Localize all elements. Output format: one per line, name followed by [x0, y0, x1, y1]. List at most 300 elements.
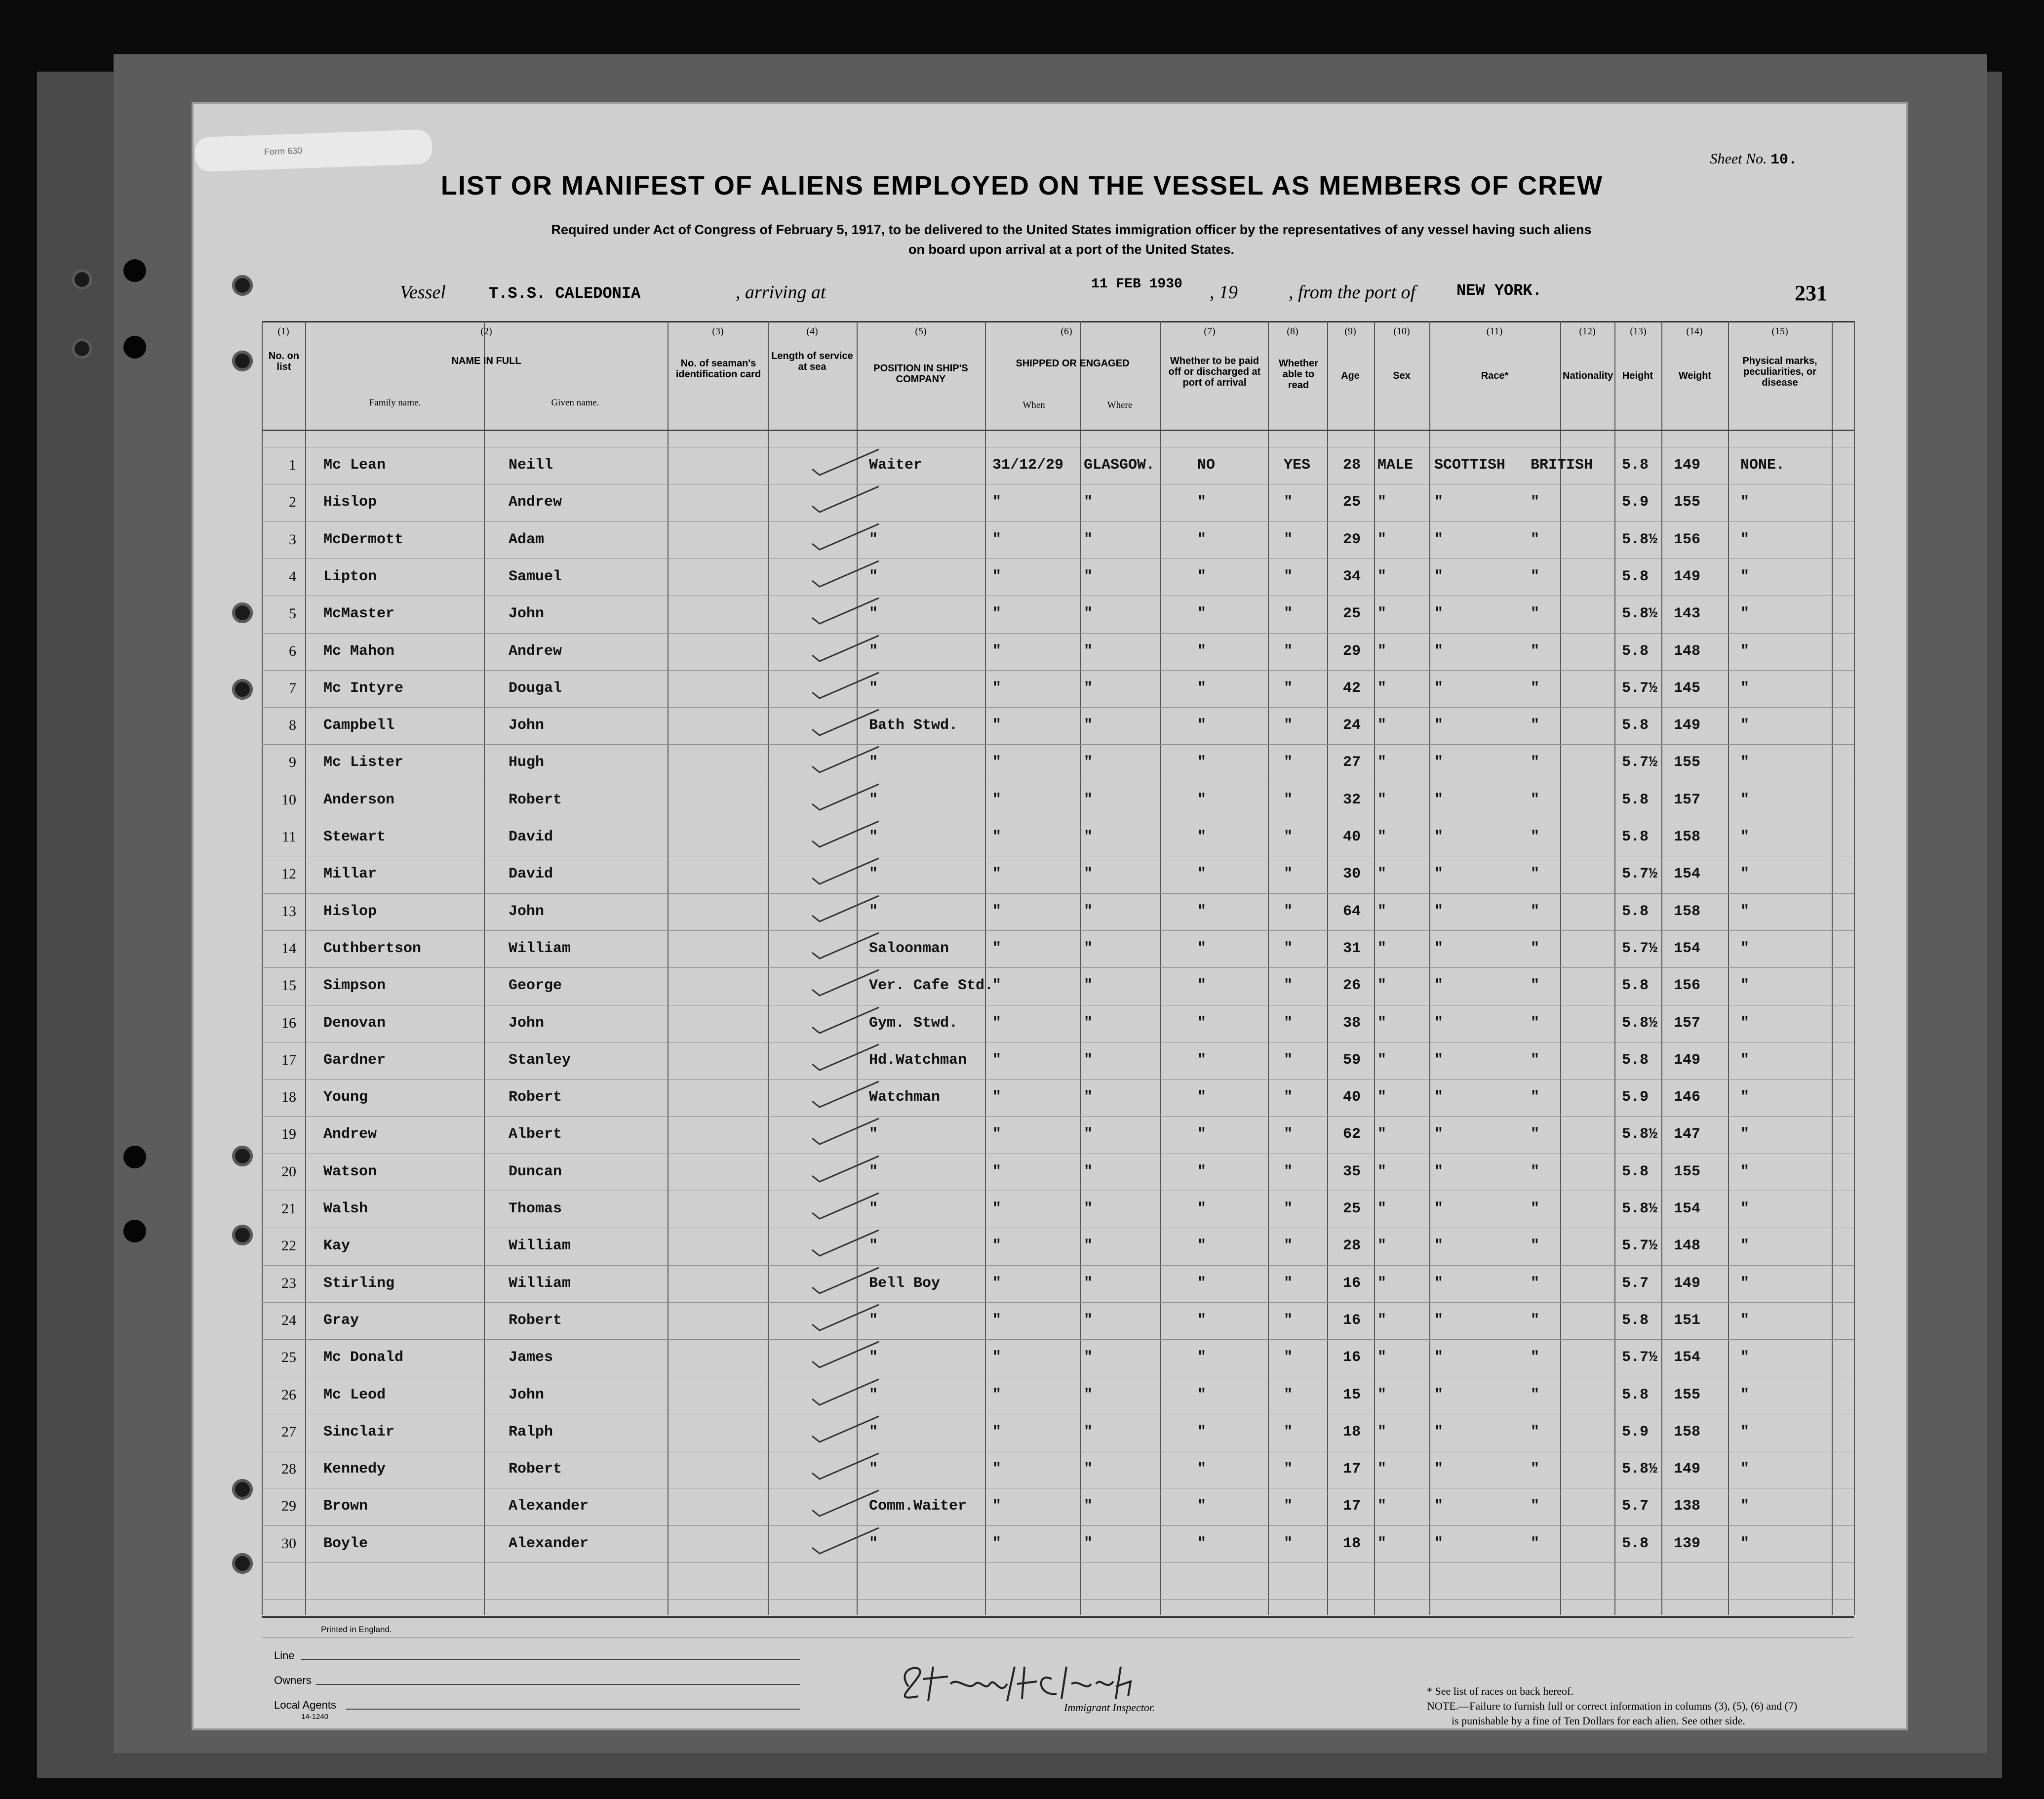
shipped-when: " — [992, 1126, 1002, 1143]
shipped-when: " — [992, 531, 1002, 548]
race: " — [1434, 754, 1444, 771]
race: " — [1434, 829, 1444, 845]
shipped-when: " — [992, 903, 1002, 920]
punch-hole — [232, 1553, 253, 1574]
nationality: " — [1531, 494, 1540, 511]
check-mark-icon — [810, 891, 884, 925]
family-name: Young — [323, 1089, 368, 1106]
family-name: Hislop — [323, 494, 377, 511]
punch-hole — [123, 336, 146, 359]
shipped-when: " — [992, 792, 1002, 808]
column-number: (2) — [480, 326, 492, 337]
given-name: David — [509, 829, 553, 845]
column-divider — [768, 321, 769, 1615]
weight: 155 — [1674, 494, 1701, 511]
shipped-when: " — [992, 605, 1002, 622]
given-name: David — [509, 866, 553, 882]
physical-marks: " — [1740, 1126, 1750, 1143]
able-to-read: " — [1284, 568, 1293, 585]
column-number: (14) — [1686, 326, 1703, 337]
age: 34 — [1343, 568, 1361, 585]
height: 5.7½ — [1622, 680, 1658, 697]
sex: " — [1377, 1387, 1387, 1403]
nationality: " — [1531, 1387, 1540, 1403]
race: " — [1434, 1015, 1444, 1032]
able-to-read: " — [1284, 1163, 1293, 1180]
family-name: Sinclair — [323, 1424, 395, 1440]
check-mark-icon — [810, 1523, 884, 1558]
race: " — [1434, 680, 1444, 697]
given-name: Alexander — [509, 1498, 589, 1515]
column-divider — [1268, 321, 1269, 1615]
able-to-read: " — [1284, 1498, 1293, 1515]
paid-off: " — [1197, 494, 1207, 511]
header-rule — [262, 430, 1854, 431]
able-to-read: " — [1284, 717, 1293, 734]
header-weight: Weight — [1678, 370, 1712, 381]
shipped-when: " — [992, 1424, 1002, 1440]
nationality: " — [1531, 1089, 1540, 1106]
paid-off: " — [1197, 1163, 1207, 1180]
height: 5.8 — [1622, 1312, 1649, 1329]
check-mark-icon — [810, 444, 884, 479]
physical-marks: " — [1740, 977, 1750, 994]
given-name: Duncan — [509, 1163, 562, 1180]
paid-off: " — [1197, 1498, 1207, 1515]
family-name: Gray — [323, 1312, 359, 1329]
weight: 139 — [1674, 1535, 1701, 1552]
row-number: 16 — [281, 1015, 296, 1031]
weight: 156 — [1674, 977, 1701, 994]
sheet-label: Sheet No. — [1710, 151, 1767, 167]
family-name: Lipton — [323, 568, 377, 585]
weight: 148 — [1674, 643, 1701, 660]
paid-off: " — [1197, 568, 1207, 585]
fine-note: is punishable by a fine of Ten Dollars for each alien. See other side. — [1452, 1715, 1745, 1727]
punch-hole — [123, 259, 146, 282]
nationality: " — [1531, 940, 1540, 957]
row-number: 5 — [289, 605, 296, 622]
able-to-read: " — [1284, 1200, 1293, 1217]
shipped-when: " — [992, 829, 1002, 845]
check-mark-icon — [810, 1374, 884, 1409]
sheet-value: 10. — [1770, 152, 1797, 168]
able-to-read: " — [1284, 1052, 1293, 1069]
sex: " — [1377, 1461, 1387, 1478]
row-number: 24 — [281, 1312, 296, 1328]
nationality: " — [1531, 1312, 1540, 1329]
column-number: (5) — [915, 326, 927, 337]
weight: 138 — [1674, 1498, 1701, 1515]
position: " — [869, 1200, 878, 1217]
position: " — [869, 1387, 878, 1403]
position: " — [869, 680, 878, 697]
row-rule — [262, 1265, 1854, 1266]
physical-marks: " — [1740, 1089, 1750, 1106]
given-name: Robert — [509, 1089, 562, 1106]
weight: 147 — [1674, 1126, 1701, 1143]
physical-marks: " — [1740, 1498, 1750, 1515]
race: " — [1434, 1461, 1444, 1478]
nationality: " — [1531, 680, 1540, 697]
family-name: Anderson — [323, 792, 395, 808]
punch-hole — [232, 1479, 253, 1500]
header-paid-off: Whether to be paid off or discharged at port of arrival — [1168, 356, 1261, 388]
nationality: " — [1531, 866, 1540, 882]
position: " — [869, 866, 878, 882]
row-rule — [262, 893, 1854, 894]
able-to-read: " — [1284, 977, 1293, 994]
shipped-where: GLASGOW. — [1084, 457, 1155, 474]
shipped-where: " — [1084, 717, 1093, 734]
subtitle-line-1: Required under Act of Congress of February 5, 1917, to be delivered to the United States immigration officer by the representatives of any vessel having such aliens — [551, 222, 1592, 237]
able-to-read: " — [1284, 940, 1293, 957]
able-to-read: " — [1284, 680, 1293, 697]
physical-marks: " — [1740, 1387, 1750, 1403]
family-name: Watson — [323, 1163, 377, 1180]
race: " — [1434, 1349, 1444, 1366]
race: " — [1434, 1535, 1444, 1552]
age: 15 — [1343, 1387, 1361, 1403]
sex: " — [1377, 717, 1387, 734]
row-number: 13 — [281, 903, 296, 919]
position: " — [869, 605, 878, 622]
race: " — [1434, 977, 1444, 994]
column-divider — [985, 321, 986, 1615]
column-divider — [1160, 321, 1161, 1615]
age: 25 — [1343, 605, 1361, 622]
weight: 146 — [1674, 1089, 1701, 1106]
physical-marks: " — [1740, 829, 1750, 845]
nationality: " — [1531, 717, 1540, 734]
nationality: " — [1531, 977, 1540, 994]
able-to-read: " — [1284, 866, 1293, 882]
check-mark-icon — [810, 593, 884, 628]
given-name: Andrew — [509, 643, 562, 660]
nationality: " — [1531, 1052, 1540, 1069]
able-to-read: " — [1284, 1126, 1293, 1143]
paid-off: " — [1197, 1461, 1207, 1478]
shipped-where: " — [1084, 829, 1093, 845]
race: " — [1434, 494, 1444, 511]
paid-off: " — [1197, 903, 1207, 920]
check-mark-icon — [810, 519, 884, 554]
sex: " — [1377, 977, 1387, 994]
nationality: " — [1531, 829, 1540, 845]
position: " — [869, 643, 878, 660]
given-name: William — [509, 1275, 571, 1292]
column-divider — [305, 321, 306, 1615]
physical-marks: " — [1740, 1424, 1750, 1440]
physical-marks: " — [1740, 1275, 1750, 1292]
check-mark-icon — [810, 1263, 884, 1297]
family-name: Stewart — [323, 829, 386, 845]
paid-off: " — [1197, 717, 1207, 734]
nationality: " — [1531, 1275, 1540, 1292]
nationality: " — [1531, 1424, 1540, 1440]
printed-in-england: Printed in England. — [321, 1625, 392, 1634]
shipped-where: " — [1084, 643, 1093, 660]
position: Ver. Cafe Std. — [869, 977, 994, 994]
header-given-name: Given name. — [551, 398, 599, 408]
nationality: " — [1531, 1238, 1540, 1254]
check-mark-icon — [810, 631, 884, 665]
given-name: Robert — [509, 1312, 562, 1329]
row-rule — [262, 967, 1854, 968]
nationality: " — [1531, 754, 1540, 771]
row-number: 20 — [281, 1163, 296, 1180]
able-to-read: " — [1284, 605, 1293, 622]
age: 30 — [1343, 866, 1361, 882]
column-number: (11) — [1486, 326, 1503, 337]
shipped-where: " — [1084, 977, 1093, 994]
able-to-read: " — [1284, 1387, 1293, 1403]
age: 59 — [1343, 1052, 1361, 1069]
weight: 154 — [1674, 1200, 1701, 1217]
sex: " — [1377, 1126, 1387, 1143]
shipped-where: " — [1084, 680, 1093, 697]
nationality: " — [1531, 1461, 1540, 1478]
family-name: Cuthbertson — [323, 940, 422, 957]
weight: 145 — [1674, 680, 1701, 697]
height: 5.7½ — [1622, 754, 1658, 771]
row-rule — [262, 1599, 1854, 1600]
paid-off: " — [1197, 1052, 1207, 1069]
row-number: 7 — [289, 680, 296, 696]
failure-note: NOTE.—Failure to furnish full or correct information in columns (3), (5), (6) and (7) — [1427, 1700, 1798, 1712]
shipped-where: " — [1084, 1015, 1093, 1032]
height: 5.7 — [1622, 1275, 1649, 1292]
family-name: McMaster — [323, 605, 395, 622]
sex: " — [1377, 1200, 1387, 1217]
sex: " — [1377, 1089, 1387, 1106]
height: 5.8 — [1622, 568, 1649, 585]
check-mark-icon — [810, 1300, 884, 1334]
given-name: John — [509, 605, 545, 622]
height: 5.8½ — [1622, 1461, 1658, 1478]
physical-marks: " — [1740, 1015, 1750, 1032]
column-divider — [1560, 321, 1561, 1615]
family-name: Brown — [323, 1498, 368, 1515]
nationality: " — [1531, 1015, 1540, 1032]
physical-marks: " — [1740, 1238, 1750, 1254]
column-divider — [1832, 321, 1833, 1615]
race: " — [1434, 1424, 1444, 1440]
sex: " — [1377, 1275, 1387, 1292]
family-name: McDermott — [323, 531, 404, 548]
physical-marks: " — [1740, 1349, 1750, 1366]
sex: " — [1377, 903, 1387, 920]
age: 18 — [1343, 1535, 1361, 1552]
shipped-where: " — [1084, 1275, 1093, 1292]
able-to-read: " — [1284, 643, 1293, 660]
column-number: (10) — [1393, 326, 1410, 337]
age: 25 — [1343, 1200, 1361, 1217]
vessel-name: T.S.S. CALEDONIA — [489, 284, 641, 303]
page-number: 231 — [1795, 281, 1827, 305]
given-name: Robert — [509, 792, 562, 808]
given-name: Albert — [509, 1126, 562, 1143]
family-name: Kay — [323, 1238, 351, 1254]
nationality: " — [1531, 792, 1540, 808]
able-to-read: " — [1284, 494, 1293, 511]
race: " — [1434, 568, 1444, 585]
column-number: (13) — [1630, 326, 1647, 337]
given-name: Alexander — [509, 1535, 589, 1552]
check-mark-icon — [810, 742, 884, 776]
physical-marks: NONE. — [1740, 457, 1785, 474]
physical-marks: " — [1740, 866, 1750, 882]
header-no-on-list: No. on list — [268, 351, 300, 372]
height: 5.8½ — [1622, 605, 1658, 622]
row-number: 8 — [289, 717, 296, 733]
position: " — [869, 1424, 878, 1440]
age: 24 — [1343, 717, 1361, 734]
arriving-label: , arriving at — [736, 282, 826, 303]
check-mark-icon — [810, 1039, 884, 1074]
paid-off: " — [1197, 531, 1207, 548]
nationality: " — [1531, 1349, 1540, 1366]
position: Gym. Stwd. — [869, 1015, 958, 1032]
position: Waiter — [869, 457, 923, 474]
column-number: (4) — [806, 326, 818, 337]
shipped-when: " — [992, 717, 1002, 734]
paid-off: " — [1197, 1238, 1207, 1254]
given-name: Robert — [509, 1461, 562, 1478]
shipped-where: " — [1084, 1498, 1093, 1515]
weight: 158 — [1674, 1424, 1701, 1440]
shipped-where: " — [1084, 1126, 1093, 1143]
able-to-read: " — [1284, 903, 1293, 920]
shipped-where: " — [1084, 792, 1093, 808]
age: 18 — [1343, 1424, 1361, 1440]
sex: " — [1377, 866, 1387, 882]
sex: " — [1377, 643, 1387, 660]
given-name: William — [509, 940, 571, 957]
paid-off: " — [1197, 754, 1207, 771]
able-to-read: " — [1284, 1461, 1293, 1478]
check-mark-icon — [810, 1225, 884, 1260]
shipped-when: " — [992, 940, 1002, 957]
nationality: " — [1531, 1163, 1540, 1180]
able-to-read: " — [1284, 754, 1293, 771]
given-name: Adam — [509, 531, 545, 548]
family-name: Hislop — [323, 903, 377, 920]
column-number: (6) — [1061, 326, 1072, 337]
physical-marks: " — [1740, 903, 1750, 920]
shipped-when: " — [992, 1163, 1002, 1180]
weight: 149 — [1674, 1052, 1701, 1069]
paid-off: " — [1197, 1424, 1207, 1440]
check-mark-icon — [810, 816, 884, 851]
paid-off: " — [1197, 792, 1207, 808]
shipped-where: " — [1084, 1163, 1093, 1180]
age: 28 — [1343, 1238, 1361, 1254]
race: " — [1434, 1052, 1444, 1069]
races-note: * See list of races on back hereof. — [1427, 1685, 1573, 1697]
check-mark-icon — [810, 965, 884, 999]
agents-rule — [346, 1709, 800, 1710]
punch-hole — [232, 679, 253, 700]
header-nationality: Nationality — [1563, 370, 1613, 381]
age: 28 — [1343, 457, 1361, 474]
nationality: " — [1531, 1200, 1540, 1217]
row-number: 10 — [281, 792, 296, 808]
row-number: 17 — [281, 1052, 296, 1068]
row-number: 3 — [289, 531, 296, 548]
form-label: Form 630 — [264, 145, 303, 157]
nationality: " — [1531, 1498, 1540, 1515]
height: 5.8 — [1622, 1052, 1649, 1069]
physical-marks: " — [1740, 792, 1750, 808]
position: " — [869, 754, 878, 771]
line-rule — [301, 1659, 800, 1660]
shipped-where: " — [1084, 1424, 1093, 1440]
paid-off: NO — [1197, 457, 1216, 474]
check-mark-icon — [810, 1114, 884, 1148]
row-number: 21 — [281, 1200, 296, 1217]
given-name: Thomas — [509, 1200, 562, 1217]
header-height: Height — [1622, 370, 1653, 381]
shipped-when: " — [992, 1275, 1002, 1292]
check-mark-icon — [810, 1485, 884, 1520]
height: 5.9 — [1622, 494, 1649, 511]
paid-off: " — [1197, 1349, 1207, 1366]
row-rule — [262, 1302, 1854, 1303]
given-name: John — [509, 717, 545, 734]
family-name: Mc Leod — [323, 1387, 386, 1403]
race: " — [1434, 1387, 1444, 1403]
height: 5.8 — [1622, 977, 1649, 994]
nationality: " — [1531, 568, 1540, 585]
sex: " — [1377, 1498, 1387, 1515]
row-number: 2 — [289, 494, 296, 510]
given-name: Neill — [509, 457, 553, 474]
physical-marks: " — [1740, 1535, 1750, 1552]
age: 38 — [1343, 1015, 1361, 1032]
arrival-date-stamp: 11 FEB 1930 — [1091, 277, 1182, 292]
row-number: 22 — [281, 1238, 296, 1254]
sex: " — [1377, 1238, 1387, 1254]
sex: MALE — [1377, 457, 1414, 474]
column-divider — [1854, 321, 1855, 1615]
given-name: Dougal — [509, 680, 562, 697]
column-number: (1) — [277, 326, 289, 337]
height: 5.8 — [1622, 643, 1649, 660]
vessel-label: Vessel — [400, 282, 446, 303]
shipped-when: " — [992, 1312, 1002, 1329]
physical-marks: " — [1740, 1312, 1750, 1329]
weight: 151 — [1674, 1312, 1701, 1329]
physical-marks: " — [1740, 643, 1750, 660]
race: " — [1434, 903, 1444, 920]
check-mark-icon — [810, 1151, 884, 1186]
sex: " — [1377, 754, 1387, 771]
given-name: John — [509, 903, 545, 920]
height: 5.8½ — [1622, 1126, 1658, 1143]
age: 16 — [1343, 1312, 1361, 1329]
check-mark-icon — [810, 853, 884, 888]
weight: 149 — [1674, 568, 1701, 585]
shipped-when: " — [992, 866, 1002, 882]
height: 5.7½ — [1622, 1349, 1658, 1366]
column-number: (15) — [1771, 326, 1788, 337]
header-physical-marks: Physical marks, peculiarities, or disease — [1742, 356, 1817, 388]
shipped-where: " — [1084, 866, 1093, 882]
column-divider — [1614, 321, 1615, 1615]
age: 62 — [1343, 1126, 1361, 1143]
weight: 158 — [1674, 903, 1701, 920]
